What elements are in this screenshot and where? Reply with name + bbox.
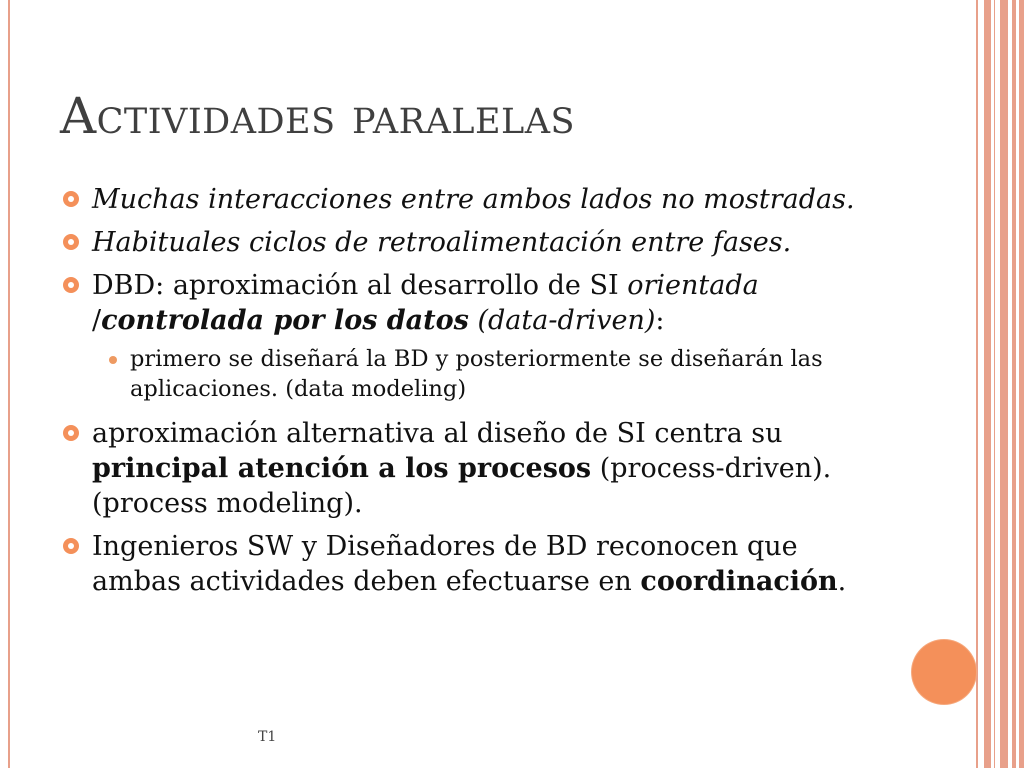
bullet-text: . — [837, 566, 847, 597]
right-border-stripe — [984, 0, 991, 768]
right-border-stripe — [976, 0, 978, 768]
orange-ring-icon — [62, 276, 80, 294]
bullet-text: Muchas interacciones entre ambos lados no mostradas. — [92, 184, 855, 215]
bullet-list — [62, 182, 892, 607]
bullet-text: Habituales ciclos de retroalimentación entre fases. — [92, 227, 792, 258]
bullet-text-bold: coordinación — [640, 566, 838, 597]
orange-ring-icon — [62, 190, 80, 208]
bullet-text: DBD: aproximación al desarrollo de SI — [92, 270, 628, 301]
bullet-item — [62, 416, 892, 521]
bullet-text-bold: principal atención a los procesos — [92, 453, 592, 484]
orange-ring-icon — [62, 233, 80, 251]
orange-ring-icon — [62, 537, 80, 555]
right-border-stripe — [994, 0, 995, 768]
bullet-text: / — [92, 305, 102, 336]
bullet-text: (process-driven). (process modeling). — [92, 453, 832, 519]
orange-ring-icon — [62, 424, 80, 442]
right-border-stripe — [1019, 0, 1024, 768]
slide-footer: T1 — [258, 729, 277, 745]
bullet-item — [62, 529, 892, 599]
bullet-text: aproximación alternativa al diseño de SI centra su — [92, 418, 783, 449]
slide-title: Actividades paralelas — [60, 87, 576, 145]
sub-bullet-text: primero se diseñará la BD y posteriormente se diseñarán las aplicaciones. (data modeling) — [130, 346, 823, 402]
bullet-text-italic: (data-driven) — [477, 305, 656, 336]
sub-bullet-item — [62, 344, 892, 404]
orange-circle-decoration — [912, 640, 976, 704]
bullet-item — [62, 225, 892, 260]
bullet-item — [62, 268, 892, 338]
bullet-text: Ingenieros SW y Diseñadores de BD reconocen que ambas actividades deben efectuarse en — [92, 531, 798, 597]
left-border-line — [8, 0, 10, 768]
bullet-item — [62, 182, 892, 217]
right-border-stripe — [1000, 0, 1008, 768]
bullet-text-bold-italic: controlada por los datos — [101, 305, 469, 336]
bullet-text-italic: orientada — [627, 270, 759, 301]
orange-dot-icon — [109, 356, 117, 364]
bullet-text: : — [655, 305, 665, 336]
right-border-stripe — [1012, 0, 1016, 768]
